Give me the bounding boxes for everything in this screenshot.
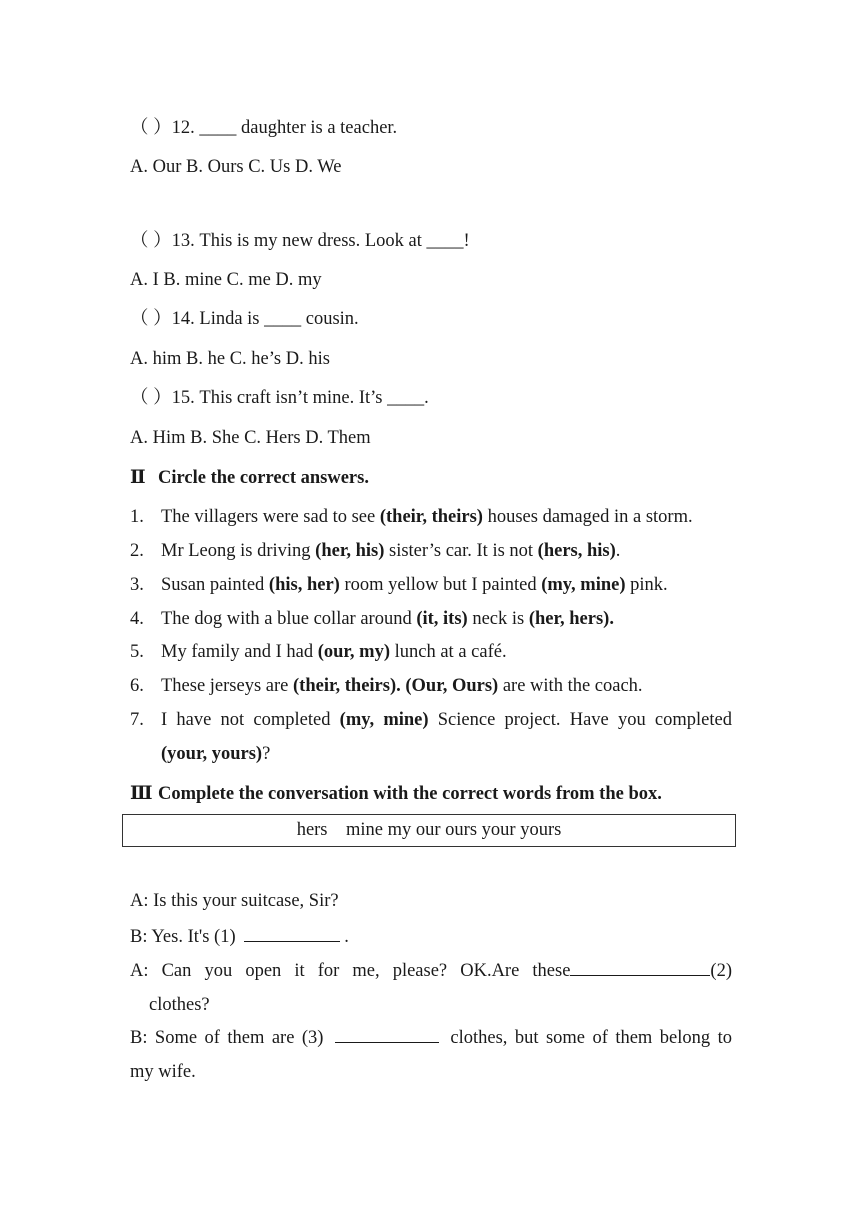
dialogue-line-4 (130, 1025, 732, 1083)
dialogue-line-3-second: clothes? (149, 995, 210, 1015)
question-15 (130, 387, 429, 409)
section-3-heading (130, 783, 662, 805)
question-13-options: A. I B. mine C. me D. my (130, 270, 322, 290)
answer-blank-2[interactable] (570, 958, 710, 976)
choice-group[interactable]: (it, its) (416, 609, 468, 629)
choice-group[interactable]: (her, hers). (528, 609, 614, 629)
dialogue-line-3-first (130, 958, 732, 982)
word-box: hers mine my our ours your yours (122, 814, 736, 847)
item-number: 5. (130, 642, 144, 662)
answer-paren[interactable]: （ ） (130, 118, 172, 138)
item-text: The villagers were sad to see (161, 507, 380, 527)
dialogue-text: A: Can you open it for me, please? OK.Are these (130, 961, 571, 981)
section-3-title: Complete the conversation with the correct words from the box. (158, 784, 662, 804)
item-text: These jerseys are (161, 676, 294, 696)
dialogue-line-3 (130, 958, 732, 1016)
dialogue-text: clothes, but some of them belong to (442, 1028, 732, 1048)
question-stem: 15. This craft isn’t mine. It’s ____. (171, 388, 429, 408)
item-number: 1. (130, 507, 144, 527)
answer-paren[interactable]: （ ） (130, 309, 172, 329)
choice-group[interactable]: (my, mine) (339, 710, 429, 730)
answer-blank-3[interactable] (335, 1025, 439, 1043)
item-text: neck is (467, 609, 529, 629)
choice-group[interactable]: (hers, his) (537, 541, 616, 561)
dialogue-line-4-first (130, 1025, 732, 1049)
item-text: The dog with a blue collar around (161, 609, 417, 629)
dialogue-text: B: Yes. It's (1) (130, 927, 241, 947)
item-number: 6. (130, 676, 144, 696)
item-text: ? (262, 744, 271, 764)
answer-paren[interactable]: （ ） (130, 388, 172, 408)
dialogue-text: B: Some of them are (3) (130, 1028, 331, 1048)
choice-group[interactable]: (their, theirs) (379, 507, 483, 527)
section-2-numeral: Ⅱ (130, 468, 146, 488)
dialogue-text: . (344, 927, 349, 947)
item-text: My family and I had (161, 642, 318, 662)
item-number: 3. (130, 575, 144, 595)
answer-paren[interactable]: （ ） (130, 231, 172, 251)
question-stem: 13. This is my new dress. Look at ____! (171, 231, 470, 251)
item-number: 4. (130, 609, 144, 629)
item-text: sister’s car. It is not (384, 541, 538, 561)
question-stem: 12. ____ daughter is a teacher. (171, 118, 398, 138)
choice-group[interactable]: (my, mine) (541, 575, 626, 595)
dialogue-line-2 (130, 924, 349, 948)
question-15-options: A. Him B. She C. Hers D. Them (130, 428, 371, 448)
question-14-options: A. him B. he C. he’s D. his (130, 349, 330, 369)
question-12 (130, 117, 397, 139)
item-text: houses damaged in a storm. (482, 507, 693, 527)
choice-group[interactable]: (our, my) (317, 642, 390, 662)
item-text: Science project. Have you completed (428, 710, 732, 730)
section-2-title: Circle the correct answers. (158, 468, 369, 488)
item-text: . (615, 541, 621, 561)
question-stem: 14. Linda is ____ cousin. (171, 309, 359, 329)
section-3-numeral: Ⅲ (130, 784, 153, 804)
answer-blank-1[interactable] (244, 924, 340, 942)
item-text-line-1 (161, 709, 732, 731)
question-13 (130, 230, 470, 252)
question-12-options: A. Our B. Ours C. Us D. We (130, 157, 342, 177)
item-text: Mr Leong is driving (161, 541, 316, 561)
item-text: pink. (625, 575, 668, 595)
item-number: 2. (130, 541, 144, 561)
choice-group[interactable]: (his, her) (268, 575, 340, 595)
item-text: lunch at a café. (390, 642, 507, 662)
item-text-line-2 (161, 743, 732, 765)
item-number: 7. (130, 710, 144, 730)
section-2-heading (130, 467, 369, 489)
item-text: Susan painted (161, 575, 269, 595)
dialogue-line-1: A: Is this your suitcase, Sir? (130, 891, 339, 911)
item-text: room yellow but I painted (339, 575, 542, 595)
dialogue-text: (2) (710, 961, 732, 981)
item-text: are with the coach. (498, 676, 643, 696)
choice-group[interactable]: (their, theirs). (Our, Ours) (293, 676, 499, 696)
item-text: I have not completed (161, 710, 340, 730)
dialogue-line-4-second: my wife. (130, 1062, 196, 1082)
question-14 (130, 308, 359, 330)
choice-group[interactable]: (your, yours) (161, 744, 263, 764)
choice-group[interactable]: (her, his) (315, 541, 385, 561)
